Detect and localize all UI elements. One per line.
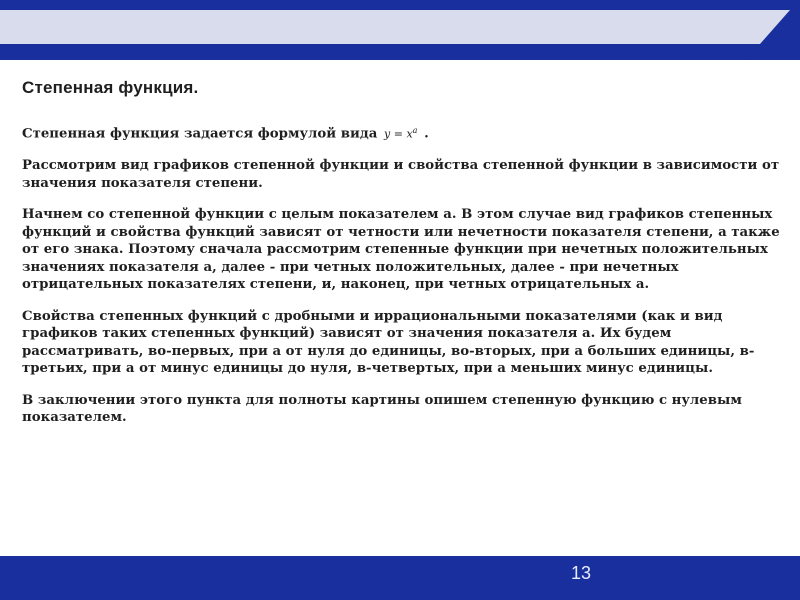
- paragraph-1: Рассмотрим вид графиков степенной функции и свойства степенной функции в зависимости от значения показателя степени.: [22, 158, 780, 191]
- formula-eq: =: [393, 127, 403, 141]
- intro-end: .: [424, 126, 429, 142]
- bottom-band: [0, 556, 800, 600]
- paragraph-4: В заключении этого пункта для полноты картины опишем степенную функцию с нулевым показателем.: [22, 392, 742, 426]
- intro-text: Степенная функция задается формулой вида: [22, 126, 378, 142]
- paragraph-2: Начнем со степенной функции с целым показателем a. В этом случае вид графиков степенных функций и свойства функций зависят от четности или нечетности показателя степени, а также от его знака. Поэтому сначала рассмотрим степенные функции при нечетных положительных значениях показателя a, далее - при четных положительных, далее - при нечетных отрицательных показателях степени, и, наконец, при четных отрицательных a.: [22, 207, 780, 293]
- top-decorative-band: [0, 0, 800, 60]
- intro-paragraph: [22, 122, 784, 143]
- formula-exp: a: [412, 126, 418, 135]
- page-number: 13: [571, 563, 592, 583]
- formula-lhs: y: [384, 127, 391, 141]
- slide-content: [22, 76, 784, 441]
- slide-title: Степенная функция.: [22, 78, 199, 97]
- formula-base: x: [406, 127, 413, 141]
- paragraph-3: Свойства степенных функций с дробными и иррациональными показателями (как и вид графиков таких степенных функций) зависят от значения показателя a. Их будем рассматривать, во-первых, при a от нуля до единицы, во-вторых, при a больших единицы, в-третьих, при a от минус единицы до нуля, в-четвертых, при a меньших минус единицы.: [22, 308, 755, 377]
- power-formula: [382, 122, 419, 143]
